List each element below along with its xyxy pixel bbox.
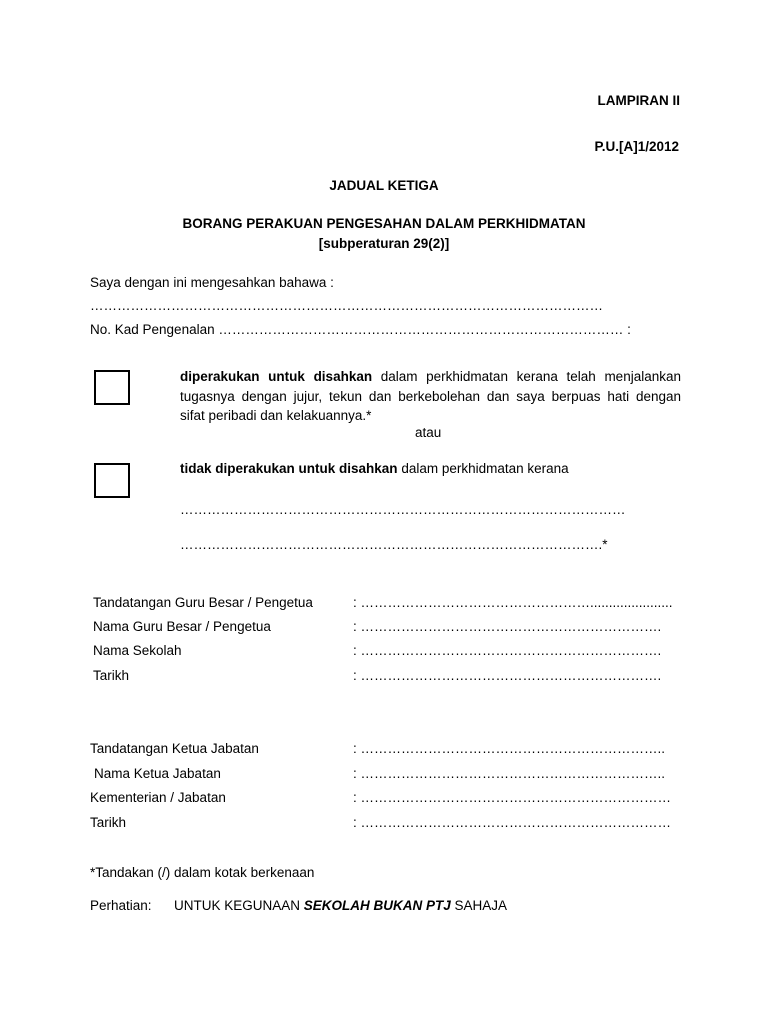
principal-name-label: Nama Guru Besar / Pengetua	[93, 619, 271, 634]
school-name-label: Nama Sekolah	[93, 643, 182, 658]
recommend-bold: diperakukan untuk disahkan	[180, 369, 373, 384]
dept-head-name-label: Nama Ketua Jabatan	[94, 766, 221, 781]
reason-fill-line-2: ………………………………………………………………………………….*	[180, 537, 608, 552]
reason-fill-line-1: ………………………………………………………………………………………	[180, 502, 626, 517]
recommend-line-1	[180, 367, 681, 387]
dept-date-field[interactable]: : ……………………………………………………………	[353, 815, 672, 830]
principal-date-label: Tarikh	[93, 668, 130, 683]
name-fill-line: ……………………………………………………………………………………………………	[90, 298, 603, 313]
principal-signature-label: Tandatangan Guru Besar / Pengetua	[93, 595, 313, 610]
recommend-paragraph	[180, 367, 681, 426]
principal-name-field[interactable]: : ………………………………………………………….	[353, 619, 662, 634]
principal-date-field[interactable]: : ………………………………………………………….	[353, 668, 662, 683]
not-recommend-rest: dalam perkhidmatan kerana	[397, 461, 569, 476]
not-recommend-bold: tidak diperakukan untuk disahkan	[180, 461, 398, 476]
notice-label: Perhatian:	[90, 898, 152, 913]
recommend-checkbox[interactable]	[94, 370, 130, 405]
not-recommend-checkbox[interactable]	[94, 463, 130, 498]
or-separator: atau	[415, 425, 442, 440]
appendix-label: LAMPIRAN II	[597, 93, 680, 108]
dept-head-name-field[interactable]: : …………………………………………………………..	[353, 766, 666, 781]
principal-signature-field[interactable]: : ……………………………………………......................	[353, 595, 673, 610]
schedule-title: JADUAL KETIGA	[329, 178, 439, 193]
form-title: BORANG PERAKUAN PENGESAHAN DALAM PERKHIDMATAN	[182, 216, 586, 231]
notice-text-after: SAHAJA	[450, 898, 508, 913]
dept-head-signature-field[interactable]: : …………………………………………………………..	[353, 741, 666, 756]
recommend-line-1-text: dalam perkhidmatan kerana telah menjalankan	[372, 369, 681, 384]
pu-reference: P.U.[A]1/2012	[594, 139, 679, 154]
ic-label: No. Kad Pengenalan	[90, 322, 215, 337]
recommend-line-2: tugasnya dengan jujur, tekun dan berkebolehan dan saya berpuas hati dengan	[180, 388, 681, 404]
dept-date-label: Tarikh	[90, 815, 127, 830]
subregulation: [subperaturan 29(2)]	[318, 236, 450, 251]
ministry-field[interactable]: : ……………………………………………………………	[353, 790, 672, 805]
school-name-field[interactable]: : ………………………………………………………….	[353, 643, 662, 658]
notice-text	[174, 898, 507, 913]
notice-emphasis: SEKOLAH BUKAN PTJ	[303, 898, 451, 913]
ministry-label: Kementerian / Jabatan	[90, 790, 226, 805]
checkbox-instruction: *Tandakan (/) dalam kotak berkenaan	[90, 865, 315, 880]
ic-field	[90, 322, 631, 337]
not-recommend-text	[180, 461, 569, 476]
dept-head-signature-label: Tandatangan Ketua Jabatan	[90, 741, 259, 756]
recommend-line-3: sifat peribadi dan kelakuannya.*	[180, 408, 372, 423]
intro-statement: Saya dengan ini mengesahkan bahawa :	[90, 275, 334, 290]
ic-fill-line: ……………………………………………………………………………… :	[218, 322, 631, 337]
notice-text-before: UNTUK KEGUNAAN	[174, 898, 304, 913]
